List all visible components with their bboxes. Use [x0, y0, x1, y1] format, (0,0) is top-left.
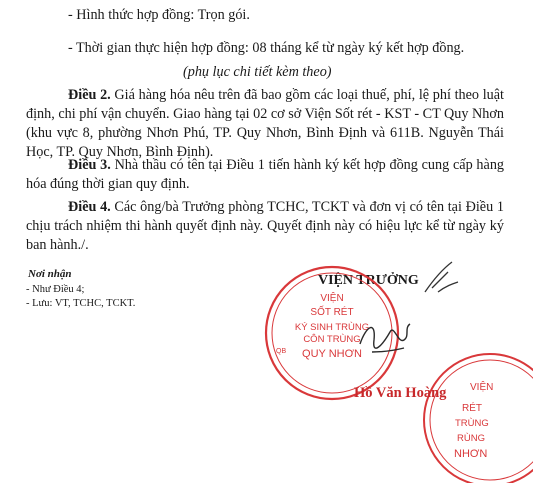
article-4-text: Các ông/bà Trưởng phòng TCHC, TCKT và đơn vị có tên tại Điều 1 chịu trách nhiệm thi hành quyết định này. Quyết định này có hiệu lực kể từ ngày ký ban hành./.: [26, 199, 504, 253]
svg-text:NHƠN: NHƠN: [454, 448, 488, 460]
contract-type-line: - Hình thức hợp đồng: Trọn gói.: [68, 7, 250, 23]
second-stamp-partial: [424, 354, 533, 483]
stamp-line: CÔN TRÙNG: [303, 334, 361, 345]
signer-name: Hồ Văn Hoàng: [354, 385, 447, 401]
appendix-note: (phụ lục chi tiết kèm theo): [183, 64, 332, 80]
article-3-text: Nhà thầu có tên tại Điều 1 tiến hành ký kết hợp đồng cung cấp hàng hóa đúng thời gian quy định.: [26, 157, 505, 192]
svg-text:TRÙNG: TRÙNG: [455, 418, 489, 429]
svg-text:VIỆN: VIỆN: [470, 382, 494, 393]
stamp-line: VIỆN: [320, 293, 344, 304]
svg-text:RÉT: RÉT: [462, 403, 482, 414]
recipients-title: Nơi nhận: [28, 268, 72, 280]
signature-title: VIỆN TRƯỞNG: [318, 273, 419, 288]
article-4-label: Điều 4.: [68, 199, 111, 215]
svg-text:RÙNG: RÙNG: [457, 433, 485, 444]
official-stamp: [266, 267, 398, 399]
article-2-text: Giá hàng hóa nêu trên đã bao gồm các loại thuế, phí, lệ phí theo luật định, chi phí vận chuyển. Giao hàng tại 02 cơ sở Viện Sốt rét - KST - CT Quy Nhơn (khu vực 8, phường Nhơn Phú, TP. Quy Nhơn, Bình Định và 611B. Nguyễn Thái Học, TP. Quy Nhơn, Bình Định).: [26, 87, 504, 160]
article-2-label: Điều 2.: [68, 87, 111, 103]
stamp-line: SỐT RÉT: [310, 307, 354, 318]
contract-duration-line: - Thời gian thực hiện hợp đồng: 08 tháng kể từ ngày ký kết hợp đồng.: [68, 40, 465, 56]
title-flourish: [425, 262, 458, 292]
article-3-label: Điều 3.: [68, 157, 111, 173]
recipient-item: - Như Điều 4;: [26, 284, 85, 295]
stamp-line: KÝ SINH TRÙNG: [294, 322, 370, 333]
recipient-item: - Lưu: VT, TCHC, TCKT.: [26, 298, 136, 309]
stamp-line: QUY NHƠN: [302, 348, 362, 360]
svg-text:QB: QB: [276, 348, 287, 355]
